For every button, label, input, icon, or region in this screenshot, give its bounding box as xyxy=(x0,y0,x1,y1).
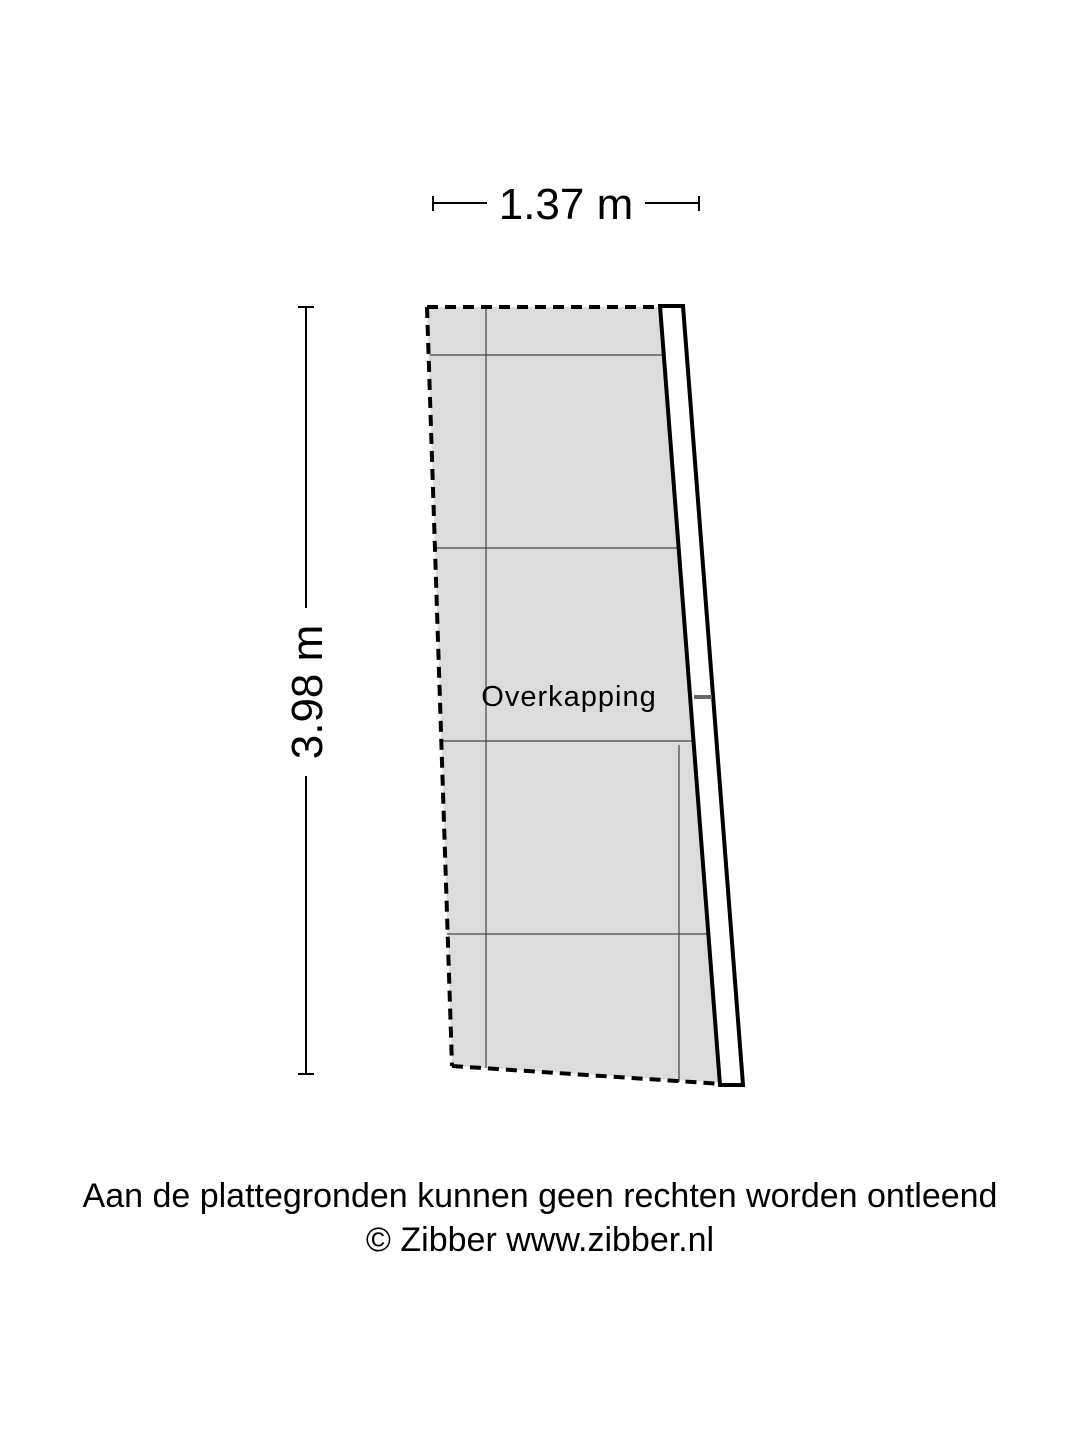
width-dimension-label: 1.37 m xyxy=(498,180,634,229)
room-label: Overkapping xyxy=(481,681,657,713)
copyright-text: © Zibber www.zibber.nl xyxy=(365,1221,715,1259)
depth-dimension-label: 3.98 m xyxy=(283,624,332,760)
disclaimer-text: Aan de plattegronden kunnen geen rechten worden ontleend xyxy=(82,1177,998,1215)
